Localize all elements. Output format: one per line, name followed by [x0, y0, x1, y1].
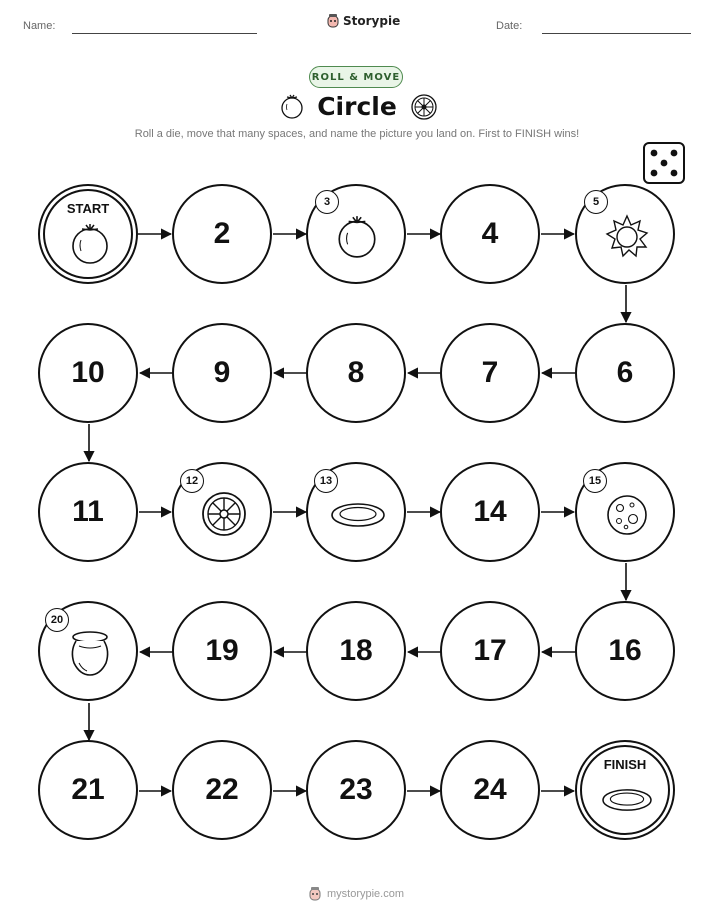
space-start[interactable]	[38, 184, 138, 284]
tomato-icon	[68, 220, 112, 266]
page-title: Circle	[317, 92, 397, 121]
space-badge-15: 15	[583, 469, 607, 493]
space-badge-12: 12	[180, 469, 204, 493]
tomato-icon	[334, 212, 380, 260]
brand-name: Storypie	[343, 14, 401, 28]
space-17[interactable]	[440, 601, 540, 701]
space-9[interactable]	[172, 323, 272, 423]
moon-icon	[605, 493, 649, 537]
space-24[interactable]	[440, 740, 540, 840]
space-number: 11	[72, 495, 104, 528]
space-19[interactable]	[172, 601, 272, 701]
finish-label: FINISH	[603, 757, 647, 772]
space-number: 17	[473, 634, 507, 667]
name-label: Name:	[23, 20, 56, 32]
footer-site[interactable]: mystorypie.com	[327, 888, 405, 900]
space-number: 23	[339, 773, 373, 806]
space-number: 19	[205, 634, 239, 667]
space-number: 10	[71, 356, 105, 389]
space-16[interactable]	[575, 601, 675, 701]
space-number: 4	[481, 217, 499, 250]
space-8[interactable]	[306, 323, 406, 423]
space-6[interactable]	[575, 323, 675, 423]
space-badge-20: 20	[45, 608, 69, 632]
instructions: Roll a die, move that many spaces, and name the picture you land on. First to FINISH wins!	[134, 128, 580, 140]
start-label: START	[66, 201, 110, 216]
space-number: 14	[473, 495, 507, 528]
space-14[interactable]	[440, 462, 540, 562]
activity-tag: ROLL & MOVE	[309, 66, 403, 88]
space-22[interactable]	[172, 740, 272, 840]
space-10[interactable]	[38, 323, 138, 423]
footer	[307, 886, 404, 902]
space-7[interactable]	[440, 323, 540, 423]
space-number: 6	[616, 356, 634, 389]
space-badge-5: 5	[584, 190, 608, 214]
space-badge-13: 13	[314, 469, 338, 493]
pot-icon	[66, 629, 114, 679]
space-11[interactable]	[38, 462, 138, 562]
space-number: 16	[608, 634, 642, 667]
space-number: 18	[339, 634, 373, 667]
space-23[interactable]	[306, 740, 406, 840]
space-badge-3: 3	[315, 190, 339, 214]
space-2[interactable]	[172, 184, 272, 284]
plate-icon	[601, 788, 653, 812]
space-number: 22	[205, 773, 239, 806]
space-21[interactable]	[38, 740, 138, 840]
wheel-icon	[200, 490, 248, 538]
space-18[interactable]	[306, 601, 406, 701]
space-number: 2	[213, 217, 231, 250]
space-number: 21	[71, 773, 105, 806]
sun-icon	[602, 211, 652, 261]
space-finish[interactable]	[575, 740, 675, 840]
space-number: 8	[347, 356, 365, 389]
space-number: 7	[481, 356, 499, 389]
space-4[interactable]	[440, 184, 540, 284]
plate-icon	[330, 502, 386, 528]
space-number: 24	[473, 773, 507, 806]
date-label: Date:	[496, 20, 523, 32]
storypie-logo-icon	[307, 886, 323, 902]
space-number: 9	[213, 356, 231, 389]
